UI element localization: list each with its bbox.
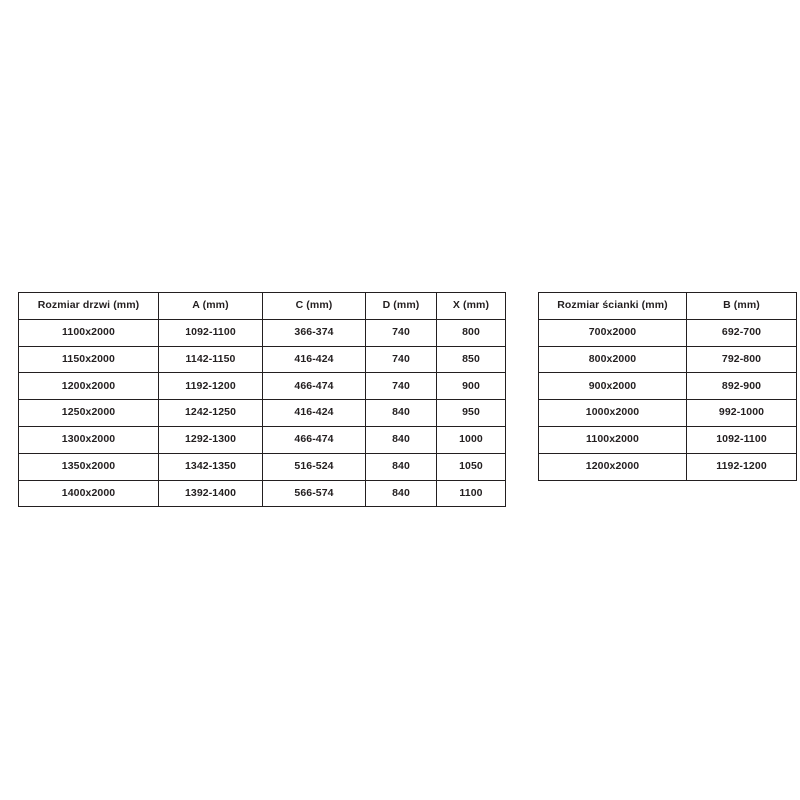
cell-d: 840 xyxy=(366,426,437,453)
table-row xyxy=(19,426,506,453)
cell-c: 416-424 xyxy=(263,346,366,373)
cell-b: 892-900 xyxy=(687,373,797,400)
walls-dimensions-table xyxy=(538,292,797,481)
cell-d: 740 xyxy=(366,373,437,400)
table-row xyxy=(19,400,506,427)
cell-door-size: 1150x2000 xyxy=(19,346,159,373)
cell-c: 416-424 xyxy=(263,400,366,427)
cell-wall-size: 700x2000 xyxy=(539,319,687,346)
table-row xyxy=(19,373,506,400)
cell-d: 840 xyxy=(366,453,437,480)
cell-door-size: 1100x2000 xyxy=(19,319,159,346)
cell-x: 1100 xyxy=(437,480,506,507)
table-row xyxy=(19,319,506,346)
table-row xyxy=(539,319,797,346)
cell-d: 840 xyxy=(366,400,437,427)
cell-a: 1242-1250 xyxy=(159,400,263,427)
cell-a: 1392-1400 xyxy=(159,480,263,507)
cell-b: 792-800 xyxy=(687,346,797,373)
column-header-wall-size: Rozmiar ścianki (mm) xyxy=(539,293,687,320)
cell-d: 840 xyxy=(366,480,437,507)
column-header-door-size: Rozmiar drzwi (mm) xyxy=(19,293,159,320)
cell-x: 850 xyxy=(437,346,506,373)
cell-door-size: 1350x2000 xyxy=(19,453,159,480)
table-header-row xyxy=(19,293,506,320)
cell-c: 516-524 xyxy=(263,453,366,480)
cell-wall-size: 800x2000 xyxy=(539,346,687,373)
table-row xyxy=(19,346,506,373)
cell-x: 1000 xyxy=(437,426,506,453)
cell-x: 950 xyxy=(437,400,506,427)
column-header-x: X (mm) xyxy=(437,293,506,320)
cell-door-size: 1400x2000 xyxy=(19,480,159,507)
table-header-row xyxy=(539,293,797,320)
cell-c: 466-474 xyxy=(263,426,366,453)
doors-dimensions-table xyxy=(18,292,506,507)
cell-a: 1092-1100 xyxy=(159,319,263,346)
cell-door-size: 1200x2000 xyxy=(19,373,159,400)
table-row xyxy=(539,373,797,400)
walls-dimensions-table-container xyxy=(538,292,796,481)
cell-x: 800 xyxy=(437,319,506,346)
cell-c: 566-574 xyxy=(263,480,366,507)
cell-a: 1142-1150 xyxy=(159,346,263,373)
cell-b: 1192-1200 xyxy=(687,453,797,480)
cell-b: 1092-1100 xyxy=(687,426,797,453)
cell-a: 1342-1350 xyxy=(159,453,263,480)
table-row xyxy=(539,400,797,427)
table-row xyxy=(539,426,797,453)
cell-wall-size: 1000x2000 xyxy=(539,400,687,427)
cell-door-size: 1300x2000 xyxy=(19,426,159,453)
cell-wall-size: 900x2000 xyxy=(539,373,687,400)
cell-c: 366-374 xyxy=(263,319,366,346)
cell-a: 1292-1300 xyxy=(159,426,263,453)
table-row xyxy=(539,453,797,480)
table-row xyxy=(19,480,506,507)
cell-door-size: 1250x2000 xyxy=(19,400,159,427)
cell-wall-size: 1200x2000 xyxy=(539,453,687,480)
cell-b: 692-700 xyxy=(687,319,797,346)
cell-d: 740 xyxy=(366,346,437,373)
cell-d: 740 xyxy=(366,319,437,346)
doors-dimensions-table-container xyxy=(18,292,505,507)
column-header-b: B (mm) xyxy=(687,293,797,320)
table-row xyxy=(539,346,797,373)
cell-x: 1050 xyxy=(437,453,506,480)
table-row xyxy=(19,453,506,480)
cell-wall-size: 1100x2000 xyxy=(539,426,687,453)
column-header-d: D (mm) xyxy=(366,293,437,320)
cell-x: 900 xyxy=(437,373,506,400)
cell-c: 466-474 xyxy=(263,373,366,400)
cell-a: 1192-1200 xyxy=(159,373,263,400)
column-header-c: C (mm) xyxy=(263,293,366,320)
column-header-a: A (mm) xyxy=(159,293,263,320)
cell-b: 992-1000 xyxy=(687,400,797,427)
